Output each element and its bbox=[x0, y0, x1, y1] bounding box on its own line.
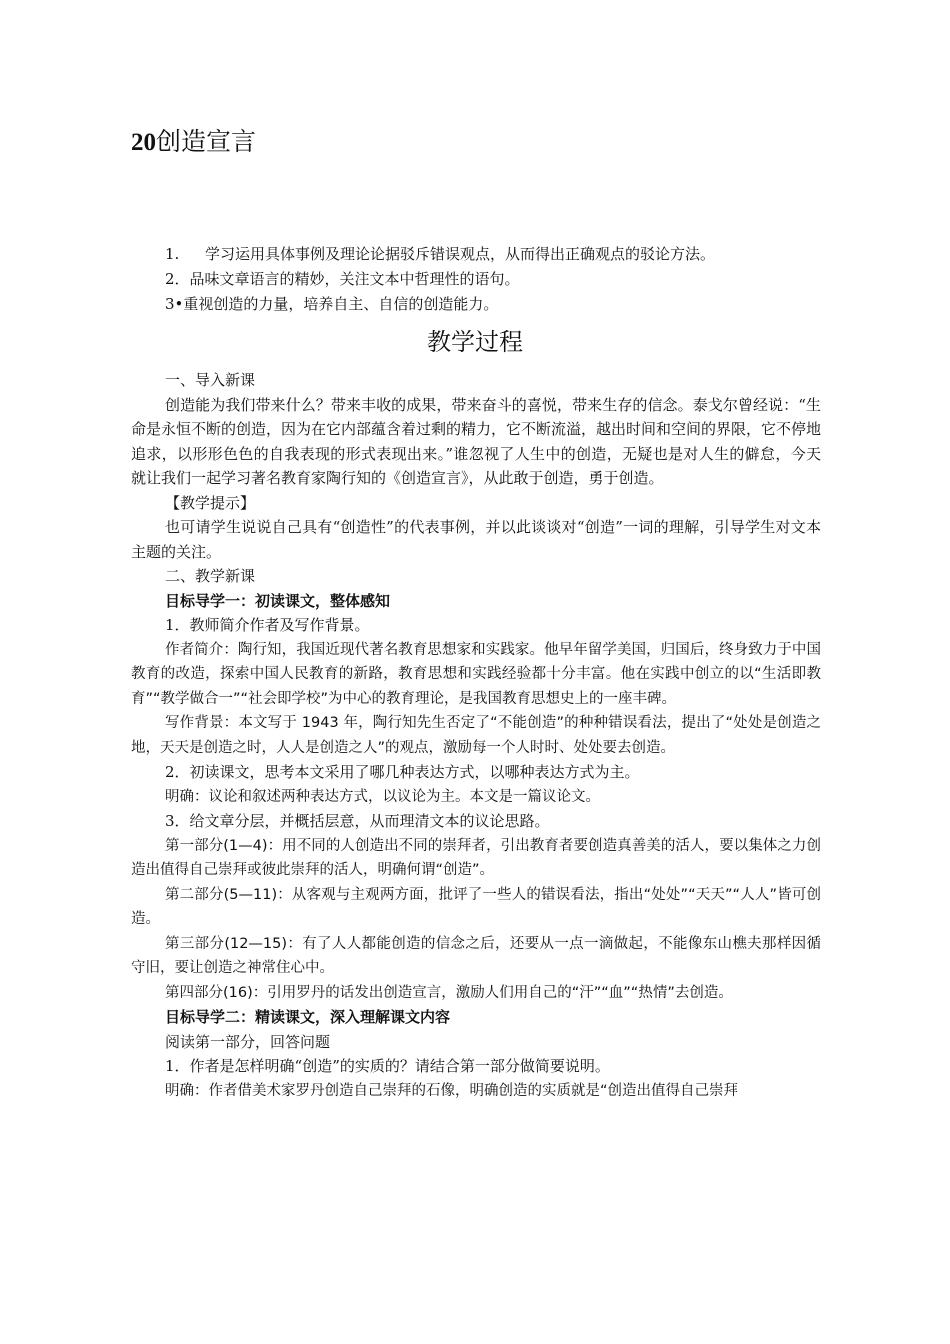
paragraph: 第三部分(12—15)：有了人人都能创造的信念之后，还要从一点一滴做起，不能像东山樵夫那样因循守旧，要让创造之神常住心中。 bbox=[131, 935, 821, 976]
section-title: 教学过程 bbox=[427, 328, 523, 356]
paragraph: 目标导学一：初读课文，整体感知 bbox=[165, 591, 391, 610]
goal-item bbox=[131, 242, 821, 267]
paragraph: 1．教师简介作者及写作背景。 bbox=[165, 616, 370, 634]
paragraph: 【教学提示】 bbox=[165, 493, 256, 512]
paragraph: 第四部分(16)：引用罗丹的话发出创造宣言，激励人们用自己的“汗”“血”“热情”去创造。 bbox=[165, 984, 733, 1001]
paragraph: 阅读第一部分，回答问题 bbox=[165, 1032, 331, 1051]
paragraph: 明确：议论和叙述两种表达方式，以议论为主。本文是一篇议论文。 bbox=[165, 788, 600, 805]
goal-item bbox=[131, 267, 821, 292]
paragraph: 目标导学二：精读课文，深入理解课文内容 bbox=[165, 1008, 451, 1026]
goal-number: 1. bbox=[165, 245, 180, 263]
goal-number: 2． bbox=[165, 270, 190, 288]
paragraph: 第一部分(1—4)：用不同的人创造出不同的崇拜者，引出教育者要创造真善美的活人，要以集体之力创造出值得自己崇拜或彼此崇拜的活人，明确何谓“创造”。 bbox=[131, 837, 821, 878]
paragraph: 1．作者是怎样明确“创造”的实质的？请结合第一部分做简要说明。 bbox=[165, 1057, 610, 1075]
document-body bbox=[131, 368, 821, 1103]
paragraph: 2．初读课文，思考本文采用了哪几种表达方式，以哪种表达方式为主。 bbox=[165, 763, 640, 781]
goal-text: 学习运用具体事例及理论论据驳斥错误观点，从而得出正确观点的驳论方法。 bbox=[205, 245, 716, 263]
learning-goals bbox=[131, 242, 821, 317]
title-number: 20 bbox=[131, 129, 156, 156]
paragraph: 二、教学新课 bbox=[165, 567, 256, 585]
paragraph: 一、导入新课 bbox=[165, 371, 256, 389]
goal-item bbox=[131, 292, 821, 317]
paragraph: 创造能为我们带来什么？带来丰收的成果，带来奋斗的喜悦，带来生存的信念。泰戈尔曾经说：“生命是永恒不断的创造，因为在它内部蕴含着过剩的精力，它不断流溢，越出时间和空间的界限，它不停地追求，以形形色色的自我表现的形式表现出来。”谁忽视了人生中的创造，无疑也是对人生的僻怠，今天就让我们一起学习著名教育家陶行知的《创造宣言》，从此敢于创造，勇于创造。 bbox=[131, 395, 822, 487]
paragraph: 也可请学生说说自己具有“创造性”的代表事例，并以此谈谈对“创造”一词的理解，引导学生对文本主题的关注。 bbox=[131, 518, 821, 561]
title-text: 创造宣言 bbox=[156, 127, 257, 156]
paragraph: 作者简介：陶行知，我国近现代著名教育思想家和实践家。他早年留学美国，归国后，终身致力于中国教育的改造，探索中国人民教育的新路，教育思想和实践经验都十分丰富。他在实践中创立的以“生活即教育”“教学做合一”“社会即学校”为中心的教育理论，是我国教育思想史上的一座丰碑。 bbox=[131, 641, 821, 707]
paragraph: 明确：作者借美术家罗丹创造自己崇拜的石像，明确创造的实质就是“创造出值得自己崇拜 bbox=[165, 1082, 739, 1099]
goal-text: 品味文章语言的精妙，关注文本中哲理性的语句。 bbox=[189, 270, 520, 288]
paragraph: 第二部分(5—11)：从客观与主观两方面，批评了一些人的错误看法，指出“处处”“天天”“人人”皆可创造。 bbox=[131, 886, 821, 927]
goal-text: 重视创造的力量，培养自主、自信的创造能力。 bbox=[183, 295, 499, 313]
goal-number: 3• bbox=[165, 295, 184, 313]
document-title bbox=[131, 122, 256, 158]
paragraph: 3．给文章分层，并概括层意，从而理清文本的议论思路。 bbox=[165, 812, 550, 830]
paragraph: 写作背景：本文写于 1943 年，陶行知先生否定了“不能创造”的种种错误看法，提出了“处处是创造之地，天天是创造之时，人人是创造之人”的观点，激励每一个人时时、处处要去创造。 bbox=[131, 715, 821, 756]
